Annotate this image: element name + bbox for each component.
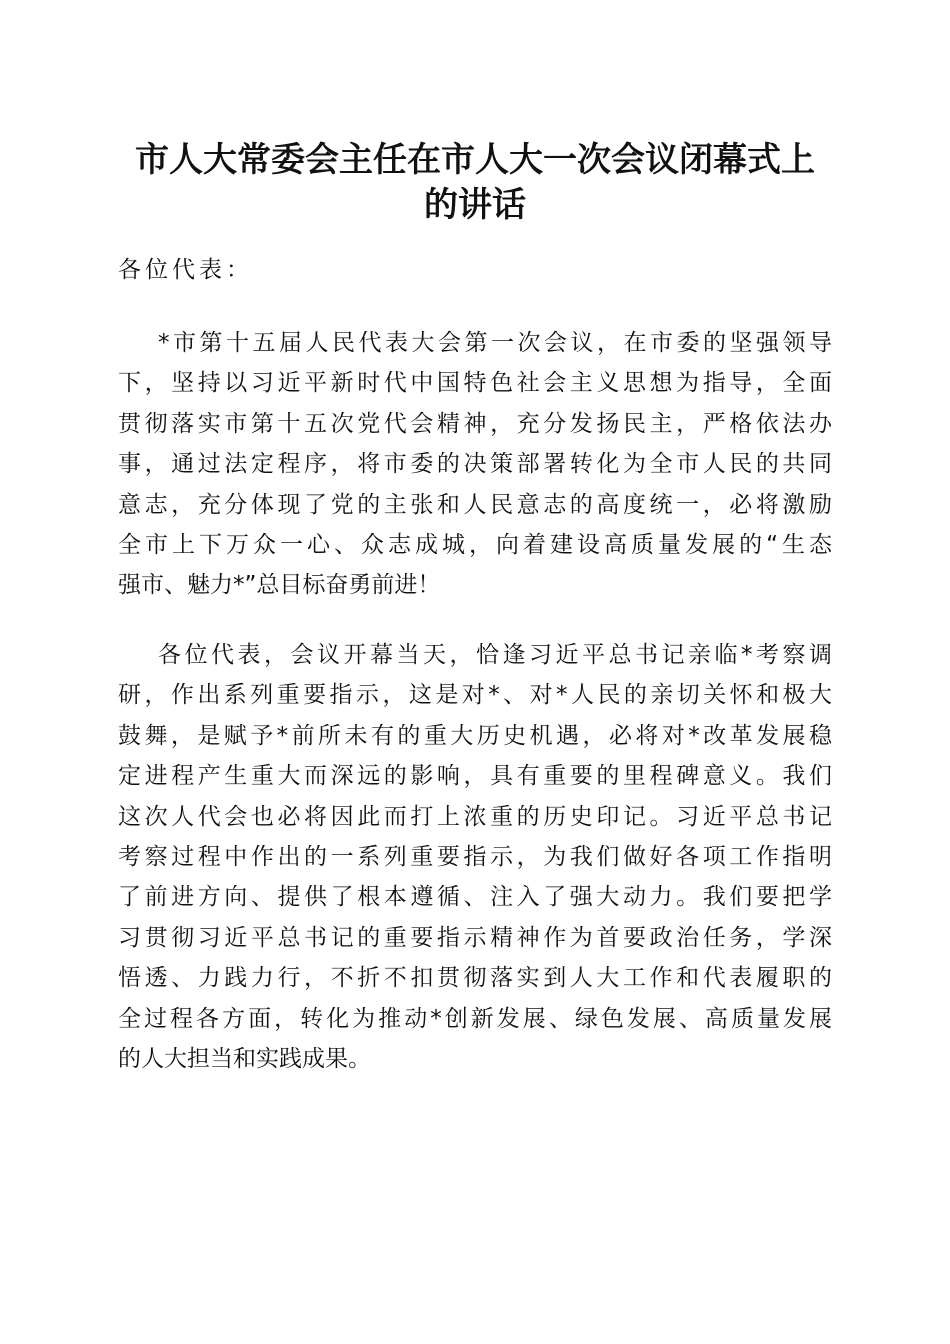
text-line: 强市、魅力*”总目标奋勇前进！ (118, 572, 441, 599)
title-line: 市人大常委会主任在市人大一次会议闭幕式上 (135, 140, 815, 180)
text-line: 下，坚持以习近平新时代中国特色社会主义思想为指导，全面 (118, 370, 832, 397)
paragraph-2 (118, 635, 832, 1079)
text-line: 这次人代会也必将因此而打上浓重的历史印记。习近平总书记 (118, 803, 832, 830)
salutation: 各位代表： (118, 257, 253, 283)
title-line: 的讲话 (424, 185, 526, 225)
text-line: 悟透、力践力行，不折不扣贯彻落实到人大工作和代表履职的 (118, 965, 832, 992)
text-line: 各位代表，会议开幕当天，恰逢习近平总书记亲临*考察调 (158, 642, 832, 668)
text-line: 研，作出系列重要指示，这是对*、对*人民的亲切关怀和极大 (118, 682, 832, 709)
text-line: 贯彻落实市第十五次党代会精神，充分发扬民主，严格依法办 (118, 410, 832, 437)
text-line: 定进程产生重大而深远的影响，具有重要的里程碑意义。我们 (118, 763, 832, 790)
document-title (110, 138, 840, 228)
text-line: 了前进方向、提供了根本遵循、注入了强大动力。我们要把学 (118, 884, 832, 911)
text-line: 的人大担当和实践成果。 (118, 1045, 371, 1072)
text-line: 习贯彻习近平总书记的重要指示精神作为首要政治任务，学深 (118, 924, 832, 951)
text-line: 全过程各方面，转化为推动*创新发展、绿色发展、高质量发展 (118, 1005, 832, 1032)
paragraph-1 (118, 323, 832, 606)
text-line: 事，通过法定程序，将市委的决策部署转化为全市人民的共同 (118, 451, 832, 478)
text-line: 考察过程中作出的一系列重要指示，为我们做好各项工作指明 (118, 843, 832, 870)
text-line: 全市上下万众一心、众志成城，向着建设高质量发展的“生态 (118, 531, 832, 558)
text-line: 意志，充分体现了党的主张和人民意志的高度统一，必将激励 (118, 491, 832, 518)
text-line: 鼓舞，是赋予*前所未有的重大历史机遇，必将对*改革发展稳 (118, 722, 832, 749)
text-line: *市第十五届人民代表大会第一次会议，在市委的坚强领导 (158, 330, 832, 356)
